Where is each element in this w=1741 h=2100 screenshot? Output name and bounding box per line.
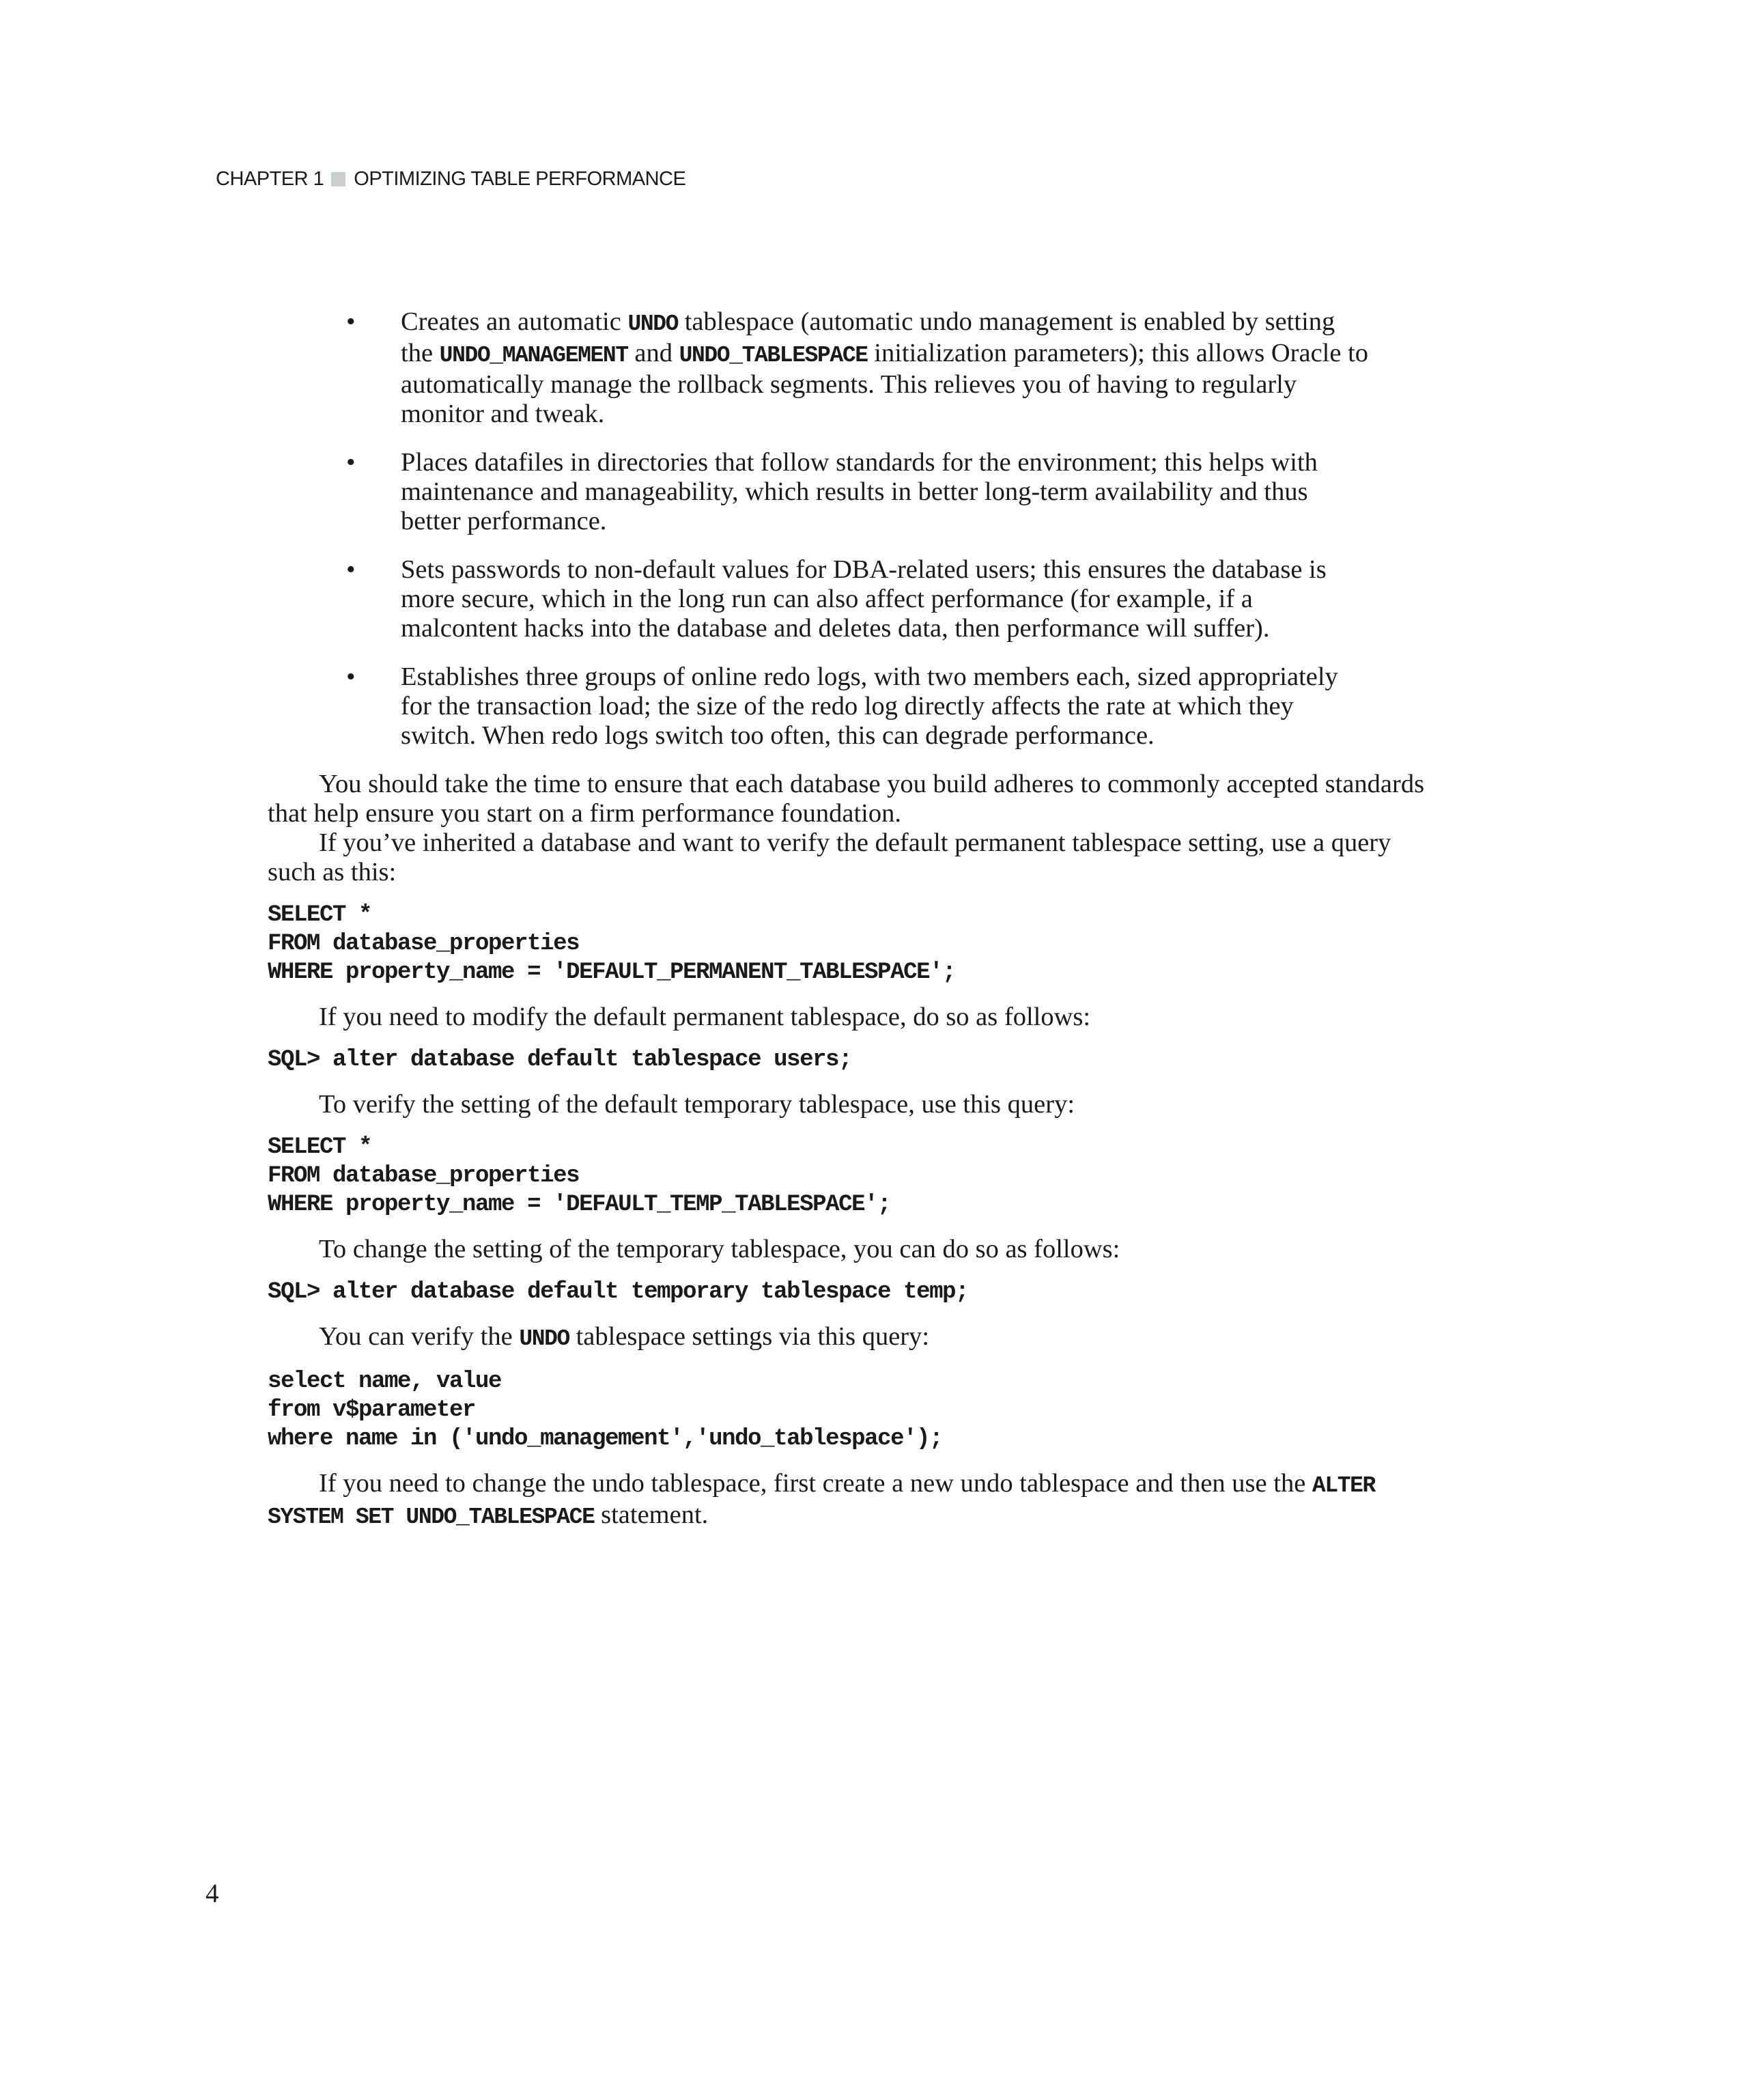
page-body	[268, 307, 1442, 1532]
paragraph: You should take the time to ensure that each database you build adheres to commonly accepted standards that help ensure you start on a firm performance foundation.	[268, 770, 1425, 828]
list-item: • Places datafiles in directories that follow standards for the environment; this helps with maintenance and manageability, which results in better long-term availability and thus better performance.	[401, 448, 1370, 536]
inline-code: ALTER SYSTEM SET UNDO_TABLESPACE	[268, 1473, 1375, 1530]
chapter-label: CHAPTER 1	[216, 168, 324, 190]
code-line: select name, value	[268, 1369, 502, 1395]
list-item: • Establishes three groups of online redo logs, with two members each, sized appropriately for the transaction load; the size of the redo log directly affects the rate at which they switch. When redo logs switch too often, this can degrade performance.	[401, 662, 1370, 751]
code-block	[268, 1367, 1442, 1453]
page-number: 4	[206, 1879, 219, 1908]
paragraph: If you need to modify the default permanent tablespace, do so as follows:	[319, 1003, 1091, 1031]
code-line: SQL> alter database default tablespace users;	[268, 1047, 852, 1073]
code-line: FROM database_properties	[268, 1163, 580, 1189]
inline-code: UNDO_MANAGEMENT	[439, 343, 628, 368]
code-line: SELECT *	[268, 1134, 372, 1160]
header-square-icon	[331, 172, 345, 186]
inline-code: UNDO	[627, 311, 679, 337]
inline-code: UNDO_TABLESPACE	[679, 343, 868, 368]
inline-code: UNDO	[519, 1326, 569, 1352]
code-block	[268, 1133, 1442, 1219]
code-line: SELECT *	[268, 902, 372, 928]
code-line: from v$parameter	[268, 1397, 476, 1423]
paragraph: If you need to change the undo tablespace, first create a new undo tablespace and then use the ALTER SYSTEM SET UNDO_TABLESPACE statement.	[268, 1469, 1375, 1530]
code-line: WHERE property_name = 'DEFAULT_TEMP_TABLESPACE';	[268, 1192, 891, 1218]
code-line: SQL> alter database default temporary tablespace temp;	[268, 1279, 969, 1305]
code-block	[268, 1046, 1442, 1074]
code-line: WHERE property_name = 'DEFAULT_PERMANENT_TABLESPACE';	[268, 960, 956, 985]
bullet-list	[268, 307, 1442, 751]
running-header	[216, 168, 685, 191]
paragraph: To verify the setting of the default temporary tablespace, use this query:	[319, 1090, 1075, 1119]
paragraph: If you’ve inherited a database and want to verify the default permanent tablespace setting, use a query such as this:	[268, 828, 1391, 886]
paragraph: To change the setting of the temporary tablespace, you can do so as follows:	[319, 1235, 1120, 1263]
code-line: FROM database_properties	[268, 931, 580, 957]
code-block	[268, 901, 1442, 987]
chapter-title: OPTIMIZING TABLE PERFORMANCE	[354, 168, 686, 190]
list-item: • Creates an automatic UNDO tablespace (automatic undo management is enabled by setting the UNDO_MANAGEMENT and UNDO_TABLESPACE initialization parameters); this allows Oracle to automatically manage the rollback segments. This relieves you of having to regularly monitor and tweak.	[401, 307, 1370, 429]
paragraph: You can verify the UNDO tablespace settings via this query:	[319, 1322, 930, 1352]
list-item: • Sets passwords to non-default values for DBA-related users; this ensures the database is more secure, which in the long run can also affect performance (for example, if a malcontent hacks into the database and deletes data, then performance will suffer).	[401, 555, 1370, 643]
code-line: where name in ('undo_management','undo_tablespace');	[268, 1426, 943, 1452]
code-block	[268, 1278, 1442, 1306]
